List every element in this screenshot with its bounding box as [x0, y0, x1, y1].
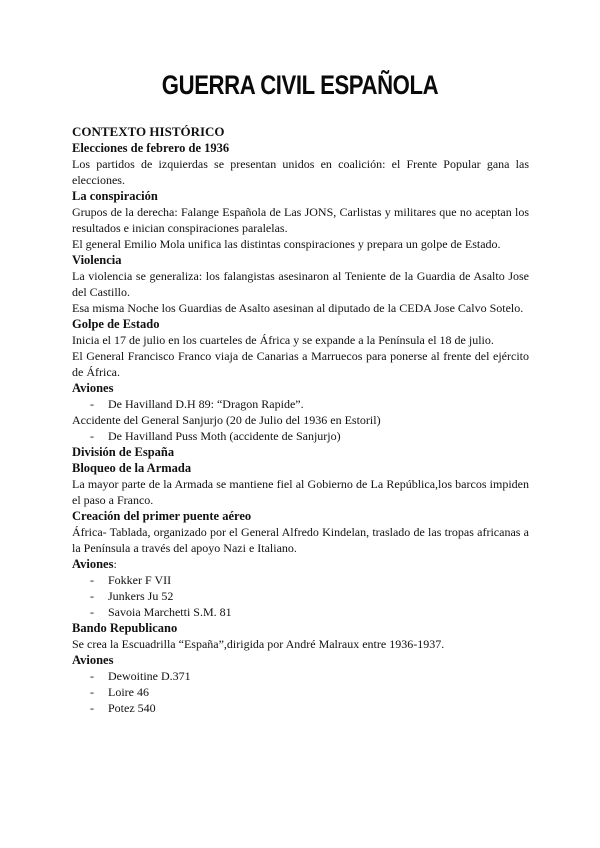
paragraph-conspiracion-1: Grupos de la derecha: Falange Española de Las JONS, Carlistas y militares que no aceptan los resultados e inician conspiraciones paralelas.: [72, 205, 529, 235]
dash-bullet-icon: -: [90, 701, 94, 715]
paragraph-elecciones: Los partidos de izquierdas se presentan unidos en coalición: el Frente Popular gana las elecciones.: [72, 157, 529, 187]
list-aviones-2: [72, 572, 529, 620]
paragraph-golpe-2: El General Francisco Franco viaja de Canarias a Marruecos para ponerse al frente del ejército de África.: [72, 349, 529, 379]
dash-bullet-icon: -: [90, 397, 94, 411]
dash-bullet-icon: -: [90, 573, 94, 587]
paragraph-violencia-2: Esa misma Noche los Guardias de Asalto asesinan al diputado de la CEDA Jose Calvo Sotelo.: [72, 301, 524, 315]
paragraph-violencia-1: La violencia se generaliza: los falangistas asesinaron al Teniente de la Guardia de Asalto Jose del Castillo.: [72, 269, 529, 299]
list-aviones-1a: [72, 396, 529, 412]
list-item: [90, 668, 529, 684]
heading-violencia: Violencia: [72, 253, 122, 267]
list-aviones-3: [72, 668, 529, 716]
section-heading-contexto: CONTEXTO HISTÓRICO: [72, 124, 225, 139]
page-title: GUERRA CIVIL ESPAÑOLA: [161, 70, 439, 100]
heading-aviones-3: Aviones: [72, 653, 114, 667]
list-item-text: Potez 540: [108, 701, 156, 715]
document-body: [72, 124, 529, 716]
paragraph-conspiracion-2: El general Emilio Mola unifica las distintas conspiraciones y prepara un golpe de Estado.: [72, 237, 501, 251]
paragraph-accidente: Accidente del General Sanjurjo (20 de Julio del 1936 en Estoril): [72, 413, 381, 427]
list-aviones-1b: [72, 428, 529, 444]
paragraph-bloqueo: La mayor parte de la Armada se mantiene fiel al Gobierno de La República,los barcos impiden el paso a Franco.: [72, 477, 529, 507]
list-item: [90, 588, 529, 604]
list-item-text: De Havilland D.H 89: “Dragon Rapide”.: [108, 397, 304, 411]
list-item: [90, 684, 529, 700]
list-item-text: Dewoitine D.371: [108, 669, 191, 683]
heading-elecciones: Elecciones de febrero de 1936: [72, 141, 230, 155]
list-item: [90, 604, 529, 620]
list-item-text: Savoia Marchetti S.M. 81: [108, 605, 232, 619]
list-item: [90, 428, 529, 444]
paragraph-golpe-1: Inicia el 17 de julio en los cuarteles de África y se expande a la Península el 18 de julio.: [72, 333, 494, 347]
dash-bullet-icon: -: [90, 685, 94, 699]
paragraph-republicano: Se crea la Escuadrilla “España”,dirigida por André Malraux entre 1936-1937.: [72, 637, 445, 651]
list-item-text: Junkers Ju 52: [108, 589, 174, 603]
dash-bullet-icon: -: [90, 669, 94, 683]
heading-golpe: Golpe de Estado: [72, 317, 160, 331]
heading-aviones-1: Aviones: [72, 381, 114, 395]
dash-bullet-icon: -: [90, 429, 94, 443]
heading-conspiracion: La conspiración: [72, 189, 158, 203]
list-item: [90, 396, 529, 412]
list-item: [90, 700, 529, 716]
list-item: [90, 572, 529, 588]
dash-bullet-icon: -: [90, 589, 94, 603]
heading-division: División de España: [72, 445, 175, 459]
heading-aviones-2-line: [72, 556, 529, 572]
dash-bullet-icon: -: [90, 605, 94, 619]
heading-bloqueo: Bloqueo de la Armada: [72, 461, 192, 475]
list-item-text: Fokker F VII: [108, 573, 172, 587]
heading-aviones-2: Aviones: [72, 557, 114, 571]
list-item-text: De Havilland Puss Moth (accidente de Sanjurjo): [108, 429, 341, 443]
paragraph-puente: África- Tablada, organizado por el General Alfredo Kindelan, traslado de las tropas africanas a la Península a través del apoyo Nazi e Italiano.: [72, 525, 529, 555]
heading-puente: Creación del primer puente aéreo: [72, 509, 252, 523]
heading-colon: :: [113, 557, 117, 571]
list-item-text: Loire 46: [108, 685, 149, 699]
heading-republicano: Bando Republicano: [72, 621, 178, 635]
